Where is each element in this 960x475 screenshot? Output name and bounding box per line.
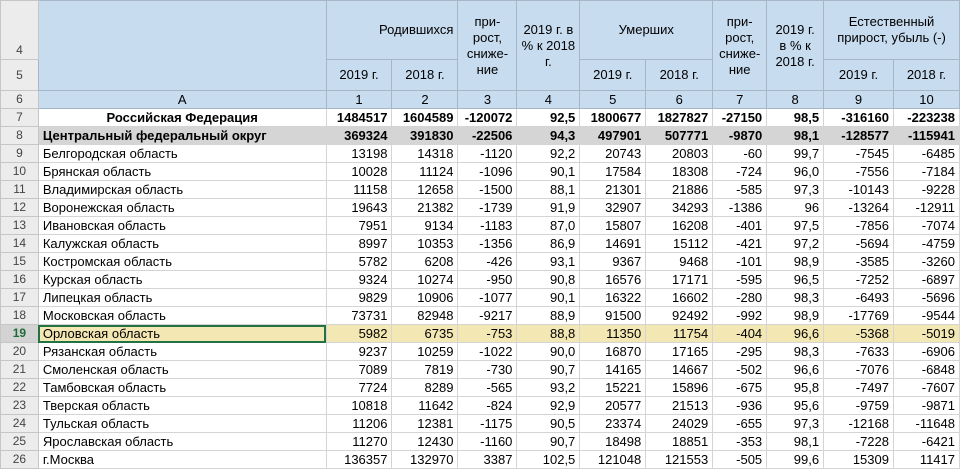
row-header[interactable]: 10: [1, 163, 39, 181]
table-row: [1, 253, 960, 271]
table-row: [1, 271, 960, 289]
table-row: [1, 415, 960, 433]
value-cell[interactable]: 96,5: [767, 271, 824, 289]
value-cell[interactable]: 20743: [580, 145, 646, 163]
value-cell[interactable]: 88,9: [517, 307, 580, 325]
value-cell[interactable]: 11350: [580, 325, 646, 343]
column-number-cell[interactable]: 2: [392, 91, 458, 109]
region-name-cell[interactable]: Ивановская область: [38, 217, 326, 235]
row-header[interactable]: 6: [1, 91, 39, 109]
value-cell[interactable]: -7184: [893, 163, 959, 181]
value-cell[interactable]: -9544: [893, 307, 959, 325]
row-header[interactable]: 14: [1, 235, 39, 253]
value-cell[interactable]: 19643: [326, 199, 392, 217]
value-cell[interactable]: -1183: [458, 217, 517, 235]
row-header[interactable]: 22: [1, 379, 39, 397]
value-cell[interactable]: 21382: [392, 199, 458, 217]
value-cell[interactable]: 91500: [580, 307, 646, 325]
header-born-2019[interactable]: 2019 г.: [326, 60, 392, 91]
region-name-cell[interactable]: Российская Федерация: [38, 109, 326, 127]
value-cell[interactable]: -7633: [824, 343, 894, 361]
region-name-cell[interactable]: Брянская область: [38, 163, 326, 181]
value-cell[interactable]: -753: [458, 325, 517, 343]
row-header[interactable]: 23: [1, 397, 39, 415]
row-header[interactable]: 20: [1, 343, 39, 361]
region-name-cell[interactable]: Липецкая область: [38, 289, 326, 307]
value-cell[interactable]: -824: [458, 397, 517, 415]
value-cell[interactable]: 12381: [392, 415, 458, 433]
value-cell[interactable]: 96,0: [767, 163, 824, 181]
value-cell[interactable]: 73731: [326, 307, 392, 325]
value-cell[interactable]: 7951: [326, 217, 392, 235]
value-cell[interactable]: 93,1: [517, 253, 580, 271]
value-cell[interactable]: 15112: [646, 235, 713, 253]
value-cell[interactable]: 11158: [326, 181, 392, 199]
value-cell[interactable]: 93,2: [517, 379, 580, 397]
value-cell[interactable]: 8289: [392, 379, 458, 397]
value-cell[interactable]: 10274: [392, 271, 458, 289]
region-name-cell[interactable]: Тверская область: [38, 397, 326, 415]
value-cell[interactable]: -9759: [824, 397, 894, 415]
value-cell[interactable]: -12911: [893, 199, 959, 217]
row-header[interactable]: 13: [1, 217, 39, 235]
value-cell[interactable]: 1827827: [646, 109, 713, 127]
row-header[interactable]: 19: [1, 325, 39, 343]
region-name-cell[interactable]: Курская область: [38, 271, 326, 289]
value-cell[interactable]: 10818: [326, 397, 392, 415]
table-row: [1, 343, 960, 361]
value-cell[interactable]: 98,3: [767, 343, 824, 361]
value-cell[interactable]: 97,3: [767, 181, 824, 199]
table-row: [1, 181, 960, 199]
value-cell[interactable]: -936: [713, 397, 767, 415]
table-row: [1, 289, 960, 307]
region-name-cell[interactable]: Владимирская область: [38, 181, 326, 199]
value-cell[interactable]: 9134: [392, 217, 458, 235]
value-cell[interactable]: 24029: [646, 415, 713, 433]
region-name-cell[interactable]: Костромская область: [38, 253, 326, 271]
value-cell[interactable]: 82948: [392, 307, 458, 325]
region-name-cell[interactable]: г.Москва: [38, 451, 326, 469]
table-row: [1, 109, 960, 127]
value-cell[interactable]: 92,5: [517, 109, 580, 127]
value-cell[interactable]: 99,6: [767, 451, 824, 469]
value-cell[interactable]: 98,1: [767, 127, 824, 145]
value-cell[interactable]: 97,5: [767, 217, 824, 235]
column-number-cell[interactable]: 8: [767, 91, 824, 109]
value-cell[interactable]: 11754: [646, 325, 713, 343]
value-cell[interactable]: 507771: [646, 127, 713, 145]
table-row: [1, 307, 960, 325]
value-cell[interactable]: 21886: [646, 181, 713, 199]
header-died[interactable]: Умерших: [580, 1, 713, 60]
table-row: [1, 379, 960, 397]
value-cell[interactable]: -7228: [824, 433, 894, 451]
region-name-cell[interactable]: Калужская область: [38, 235, 326, 253]
value-cell[interactable]: -1022: [458, 343, 517, 361]
value-cell[interactable]: -7856: [824, 217, 894, 235]
header-natural-2019[interactable]: 2019 г.: [824, 60, 894, 91]
value-cell[interactable]: -7607: [893, 379, 959, 397]
row-header[interactable]: 11: [1, 181, 39, 199]
value-cell[interactable]: 3387: [458, 451, 517, 469]
value-cell[interactable]: -1175: [458, 415, 517, 433]
table-row: [1, 217, 960, 235]
column-letter-cell[interactable]: А: [38, 91, 326, 109]
column-number-cell[interactable]: 5: [580, 91, 646, 109]
value-cell[interactable]: 87,0: [517, 217, 580, 235]
region-name-cell[interactable]: Ярославская область: [38, 433, 326, 451]
value-cell[interactable]: -1120: [458, 145, 517, 163]
value-cell[interactable]: -426: [458, 253, 517, 271]
row-header[interactable]: 7: [1, 109, 39, 127]
value-cell[interactable]: -1160: [458, 433, 517, 451]
value-cell[interactable]: 96: [767, 199, 824, 217]
row-header[interactable]: 5: [1, 60, 39, 91]
value-cell[interactable]: 7724: [326, 379, 392, 397]
region-name-cell[interactable]: Смоленская область: [38, 361, 326, 379]
value-cell[interactable]: -502: [713, 361, 767, 379]
value-cell[interactable]: -6485: [893, 145, 959, 163]
value-cell[interactable]: 12430: [392, 433, 458, 451]
value-cell[interactable]: 1484517: [326, 109, 392, 127]
table-row: [1, 199, 960, 217]
value-cell[interactable]: 14667: [646, 361, 713, 379]
value-cell[interactable]: -60: [713, 145, 767, 163]
value-cell[interactable]: 102,5: [517, 451, 580, 469]
value-cell[interactable]: 96,6: [767, 325, 824, 343]
value-cell[interactable]: -7545: [824, 145, 894, 163]
value-cell[interactable]: -7556: [824, 163, 894, 181]
value-cell[interactable]: 32907: [580, 199, 646, 217]
value-cell[interactable]: 14691: [580, 235, 646, 253]
value-cell[interactable]: 90,0: [517, 343, 580, 361]
value-cell[interactable]: -280: [713, 289, 767, 307]
row-header[interactable]: 17: [1, 289, 39, 307]
value-cell[interactable]: 90,1: [517, 163, 580, 181]
value-cell[interactable]: -6848: [893, 361, 959, 379]
value-cell[interactable]: -401: [713, 217, 767, 235]
value-cell[interactable]: 92,2: [517, 145, 580, 163]
value-cell[interactable]: 18308: [646, 163, 713, 181]
value-cell[interactable]: 11642: [392, 397, 458, 415]
row-header[interactable]: 25: [1, 433, 39, 451]
header-growth-born[interactable]: при-рост, сниже-ние: [458, 1, 517, 91]
value-cell[interactable]: 97,2: [767, 235, 824, 253]
value-cell[interactable]: 96,6: [767, 361, 824, 379]
value-cell[interactable]: -7252: [824, 271, 894, 289]
value-cell[interactable]: 16576: [580, 271, 646, 289]
value-cell[interactable]: 136357: [326, 451, 392, 469]
header-natural[interactable]: Естественный прирост, убыль (-): [824, 1, 960, 60]
column-number-cell[interactable]: 4: [517, 91, 580, 109]
value-cell[interactable]: -9871: [893, 397, 959, 415]
value-cell[interactable]: -223238: [893, 109, 959, 127]
value-cell[interactable]: 86,9: [517, 235, 580, 253]
value-cell[interactable]: 98,9: [767, 307, 824, 325]
value-cell[interactable]: -730: [458, 361, 517, 379]
value-cell[interactable]: -404: [713, 325, 767, 343]
column-number-cell[interactable]: 1: [326, 91, 392, 109]
region-name-cell[interactable]: Центральный федеральный округ: [38, 127, 326, 145]
value-cell[interactable]: -101: [713, 253, 767, 271]
column-number-cell[interactable]: 6: [646, 91, 713, 109]
value-cell[interactable]: 17165: [646, 343, 713, 361]
row-header[interactable]: 18: [1, 307, 39, 325]
region-name-cell[interactable]: Воронежская область: [38, 199, 326, 217]
value-cell[interactable]: -1077: [458, 289, 517, 307]
value-cell[interactable]: 94,3: [517, 127, 580, 145]
value-cell[interactable]: -3585: [824, 253, 894, 271]
value-cell[interactable]: 90,5: [517, 415, 580, 433]
column-number-cell[interactable]: 7: [713, 91, 767, 109]
value-cell[interactable]: 497901: [580, 127, 646, 145]
value-cell[interactable]: 17584: [580, 163, 646, 181]
value-cell[interactable]: 15896: [646, 379, 713, 397]
value-cell[interactable]: -5019: [893, 325, 959, 343]
row-header[interactable]: 26: [1, 451, 39, 469]
value-cell[interactable]: -128577: [824, 127, 894, 145]
header-born[interactable]: Родившихся: [326, 1, 458, 60]
value-cell[interactable]: -11648: [893, 415, 959, 433]
header-died-2019[interactable]: 2019 г.: [580, 60, 646, 91]
value-cell[interactable]: 9468: [646, 253, 713, 271]
value-cell[interactable]: -6897: [893, 271, 959, 289]
value-cell[interactable]: -7497: [824, 379, 894, 397]
header-died-2018[interactable]: 2018 г.: [646, 60, 713, 91]
value-cell[interactable]: 1800677: [580, 109, 646, 127]
value-cell[interactable]: -27150: [713, 109, 767, 127]
value-cell[interactable]: 15309: [824, 451, 894, 469]
value-cell[interactable]: 20577: [580, 397, 646, 415]
value-cell[interactable]: -4759: [893, 235, 959, 253]
value-cell[interactable]: -295: [713, 343, 767, 361]
value-cell[interactable]: 8997: [326, 235, 392, 253]
value-cell[interactable]: -120072: [458, 109, 517, 127]
value-cell[interactable]: 21301: [580, 181, 646, 199]
value-cell[interactable]: 7089: [326, 361, 392, 379]
value-cell[interactable]: 88,1: [517, 181, 580, 199]
value-cell[interactable]: -7074: [893, 217, 959, 235]
value-cell[interactable]: 16870: [580, 343, 646, 361]
value-cell[interactable]: 21513: [646, 397, 713, 415]
table-row: [1, 397, 960, 415]
region-name-cell[interactable]: Орловская область: [38, 325, 326, 343]
value-cell[interactable]: 10353: [392, 235, 458, 253]
value-cell[interactable]: 16208: [646, 217, 713, 235]
value-cell[interactable]: 11124: [392, 163, 458, 181]
row-header[interactable]: 4: [1, 1, 39, 60]
value-cell[interactable]: 98,3: [767, 289, 824, 307]
value-cell[interactable]: -6906: [893, 343, 959, 361]
value-cell[interactable]: 15221: [580, 379, 646, 397]
row-header[interactable]: 8: [1, 127, 39, 145]
value-cell[interactable]: -6493: [824, 289, 894, 307]
value-cell[interactable]: 20803: [646, 145, 713, 163]
value-cell[interactable]: -1096: [458, 163, 517, 181]
value-cell[interactable]: 92492: [646, 307, 713, 325]
value-cell[interactable]: -6421: [893, 433, 959, 451]
value-cell[interactable]: -13264: [824, 199, 894, 217]
value-cell[interactable]: 11270: [326, 433, 392, 451]
value-cell[interactable]: 98,5: [767, 109, 824, 127]
value-cell[interactable]: 1604589: [392, 109, 458, 127]
region-name-cell[interactable]: Московская область: [38, 307, 326, 325]
value-cell[interactable]: -421: [713, 235, 767, 253]
table-row: [1, 325, 960, 343]
value-cell[interactable]: -1500: [458, 181, 517, 199]
value-cell[interactable]: 391830: [392, 127, 458, 145]
region-name-cell[interactable]: Рязанская область: [38, 343, 326, 361]
header-natural-2018[interactable]: 2018 г.: [893, 60, 959, 91]
table-row: [1, 451, 960, 469]
table-row: [1, 361, 960, 379]
column-number-cell[interactable]: 10: [893, 91, 959, 109]
value-cell[interactable]: 16322: [580, 289, 646, 307]
value-cell[interactable]: 95,8: [767, 379, 824, 397]
row-header[interactable]: 24: [1, 415, 39, 433]
value-cell[interactable]: 6208: [392, 253, 458, 271]
value-cell[interactable]: -1356: [458, 235, 517, 253]
row-header[interactable]: 15: [1, 253, 39, 271]
value-cell[interactable]: -5696: [893, 289, 959, 307]
value-cell[interactable]: 23374: [580, 415, 646, 433]
value-cell[interactable]: -12168: [824, 415, 894, 433]
value-cell[interactable]: -724: [713, 163, 767, 181]
table-row: [1, 235, 960, 253]
value-cell[interactable]: -5368: [824, 325, 894, 343]
column-number-cell[interactable]: 3: [458, 91, 517, 109]
value-cell[interactable]: 13198: [326, 145, 392, 163]
table-row: [1, 127, 960, 145]
value-cell[interactable]: 11417: [893, 451, 959, 469]
value-cell[interactable]: 90,8: [517, 271, 580, 289]
value-cell[interactable]: 91,9: [517, 199, 580, 217]
value-cell[interactable]: -585: [713, 181, 767, 199]
value-cell[interactable]: 9367: [580, 253, 646, 271]
value-cell[interactable]: 16602: [646, 289, 713, 307]
region-name-cell[interactable]: Тульская область: [38, 415, 326, 433]
value-cell[interactable]: 98,9: [767, 253, 824, 271]
value-cell[interactable]: 5782: [326, 253, 392, 271]
row-header[interactable]: 9: [1, 145, 39, 163]
value-cell[interactable]: 132970: [392, 451, 458, 469]
value-cell[interactable]: 98,1: [767, 433, 824, 451]
value-cell[interactable]: 17171: [646, 271, 713, 289]
value-cell[interactable]: -950: [458, 271, 517, 289]
header-region-cell[interactable]: [38, 1, 326, 91]
value-cell[interactable]: 90,1: [517, 289, 580, 307]
value-cell[interactable]: 14165: [580, 361, 646, 379]
table-row: [1, 433, 960, 451]
value-cell[interactable]: -5694: [824, 235, 894, 253]
value-cell[interactable]: 7819: [392, 361, 458, 379]
value-cell[interactable]: -675: [713, 379, 767, 397]
header-ratio-died[interactable]: 2019 г. в % к 2018 г.: [767, 1, 824, 91]
value-cell[interactable]: 90,7: [517, 433, 580, 451]
value-cell[interactable]: 15807: [580, 217, 646, 235]
value-cell[interactable]: -655: [713, 415, 767, 433]
value-cell[interactable]: -595: [713, 271, 767, 289]
value-cell[interactable]: -505: [713, 451, 767, 469]
value-cell[interactable]: 18851: [646, 433, 713, 451]
value-cell[interactable]: 99,7: [767, 145, 824, 163]
row-header[interactable]: 16: [1, 271, 39, 289]
value-cell[interactable]: -1386: [713, 199, 767, 217]
row-header[interactable]: 21: [1, 361, 39, 379]
value-cell[interactable]: 90,7: [517, 361, 580, 379]
value-cell[interactable]: 121048: [580, 451, 646, 469]
value-cell[interactable]: -992: [713, 307, 767, 325]
value-cell[interactable]: 5982: [326, 325, 392, 343]
value-cell[interactable]: -9870: [713, 127, 767, 145]
value-cell[interactable]: -316160: [824, 109, 894, 127]
row-header[interactable]: 12: [1, 199, 39, 217]
value-cell[interactable]: 88,8: [517, 325, 580, 343]
value-cell[interactable]: -353: [713, 433, 767, 451]
value-cell[interactable]: 97,3: [767, 415, 824, 433]
value-cell[interactable]: 11206: [326, 415, 392, 433]
header-ratio-born[interactable]: 2019 г. в % к 2018 г.: [517, 1, 580, 91]
value-cell[interactable]: 9237: [326, 343, 392, 361]
value-cell[interactable]: -3260: [893, 253, 959, 271]
region-name-cell[interactable]: Тамбовская область: [38, 379, 326, 397]
value-cell[interactable]: -7076: [824, 361, 894, 379]
header-born-2018[interactable]: 2018 г.: [392, 60, 458, 91]
value-cell[interactable]: 121553: [646, 451, 713, 469]
value-cell[interactable]: -9228: [893, 181, 959, 199]
value-cell[interactable]: 92,9: [517, 397, 580, 415]
value-cell[interactable]: 34293: [646, 199, 713, 217]
value-cell[interactable]: -22506: [458, 127, 517, 145]
value-cell[interactable]: -17769: [824, 307, 894, 325]
value-cell[interactable]: -10143: [824, 181, 894, 199]
table-row: [1, 145, 960, 163]
table-row: [1, 163, 960, 181]
value-cell[interactable]: 10028: [326, 163, 392, 181]
value-cell[interactable]: 9829: [326, 289, 392, 307]
value-cell[interactable]: 10259: [392, 343, 458, 361]
value-cell[interactable]: 369324: [326, 127, 392, 145]
header-growth-died[interactable]: при-рост, сниже-ние: [713, 1, 767, 91]
column-number-cell[interactable]: 9: [824, 91, 894, 109]
value-cell[interactable]: 6735: [392, 325, 458, 343]
value-cell[interactable]: -115941: [893, 127, 959, 145]
value-cell[interactable]: -1739: [458, 199, 517, 217]
value-cell[interactable]: 18498: [580, 433, 646, 451]
value-cell[interactable]: 10906: [392, 289, 458, 307]
value-cell[interactable]: -9217: [458, 307, 517, 325]
value-cell[interactable]: 9324: [326, 271, 392, 289]
value-cell[interactable]: -565: [458, 379, 517, 397]
region-name-cell[interactable]: Белгородская область: [38, 145, 326, 163]
value-cell[interactable]: 14318: [392, 145, 458, 163]
value-cell[interactable]: 12658: [392, 181, 458, 199]
value-cell[interactable]: 95,6: [767, 397, 824, 415]
